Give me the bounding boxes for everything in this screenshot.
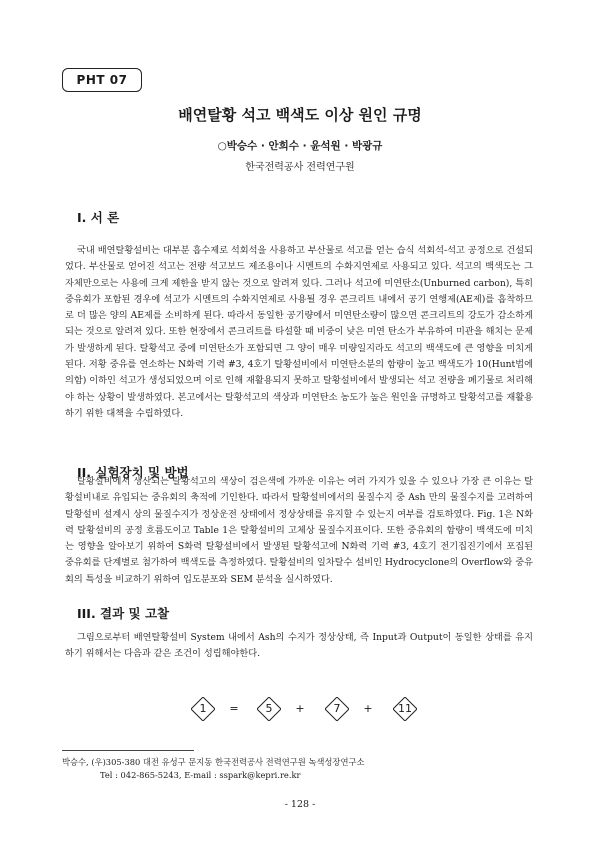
footnote-address: 박승수, (우)305-380 대전 유성구 문지동 한국전력공사 전력연구원 녹색성장연구소 [62, 757, 365, 767]
author-list: ○박승수 · 안희수 · 윤석원 · 박광규 [217, 140, 383, 152]
affiliation: 한국전력공사 전력연구원 [245, 162, 355, 173]
equation-operator: + [363, 702, 373, 715]
page-number: - 128 - [284, 799, 316, 810]
equation-operator: = [229, 702, 239, 715]
section-heading-results: III. 결과 및 고찰 [77, 606, 170, 621]
section-body-methods: 탈황설비에서 생산되는 탈황석고의 색상이 검은색에 가까운 이유는 여러 가지가 있을 수 있으나 가장 큰 이유는 탈황설비내로 유입되는 중유회의 축적에 기인한다. 따라서 탈황설비에서의 물질수지 중 Ash 만의 물질수지를 고려하여 탈황설비 설계시 상의 물질수지가 정상운전 상태에서 정상상태를 유지할 수 있는지 여부를 검토하였다. Fig. 1은 N화력 탈황설비의 공정 흐름도이고 Table 1은 탈황설비의 고체상 물질수지표이다. 또한 중유회의 함량이 백색도에 미치는 영향을 알아보기 위하여 S화력 탈황설비에서 발생된 탈황석고에 N화력 기력 #3, 4호기 전기집진기에서 포집된 중유회를 단계별로 첨가하여 백색도를 측정하였다. 탈황설비의 일차탈수 설비인 Hydrocyclone의 Overflow와 중유회의 특성을 비교하기 위하여 입도분포와 SEM 분석을 실시하였다. [65, 476, 533, 585]
equation-term: 5 [265, 702, 273, 715]
mass-balance-equation [185, 697, 425, 723]
paper-title: 배연탈황 석고 백색도 이상 원인 규명 [178, 106, 422, 124]
equation-term: 7 [333, 702, 341, 715]
section-body-results: 그림으로부터 배연탈황설비 System 내에서 Ash의 수지가 정상상태, 즉 Input과 Output이 동일한 상태를 유지하기 위해서는 다음과 같은 조건이 성립해야한다. [65, 632, 533, 660]
footnote-divider [62, 750, 194, 751]
equation-term: 11 [398, 702, 412, 715]
footnote-contact: Tel : 042-865-5243, E-mail : sspark@kepri.re.kr [100, 770, 301, 780]
paper-code-badge: PHT 07 [62, 68, 142, 92]
section-heading-methods: II. 실험장치 및 방법 [77, 465, 189, 480]
equation-term-diamond [393, 697, 417, 721]
equation-operator: + [295, 702, 305, 715]
equation-term-diamond [257, 697, 281, 721]
equation-term-diamond [191, 697, 215, 721]
section-heading-introduction: I. 서 론 [77, 210, 120, 225]
equation-term-diamond [325, 697, 349, 721]
section-body-introduction: 국내 배연탈황설비는 대부분 흡수제로 석회석을 사용하고 부산물로 석고를 얻는 습식 석회석-석고 공정으로 건설되었다. 부산물로 얻어진 석고는 전량 석고보드 제조용이나 시멘트의 수화지연제로 사용되고 있다. 석고의 백색도는 그 자체만으로는 사용에 크게 제한을 받지 않는 것으로 알려져 있다. 그러나 석고에 미연탄소(Unburned carbon), 특히 중유회가 포함된 경우에 석고가 시멘트의 수화지연제로 사용될 경우 콘크리트 내에서 공기 연행제(AE제)를 흡착하므로 더 많은 양의 AE제를 소비하게 된다. 따라서 동일한 공기량에서 미연탄소량이 많으면 콘크리트의 강도가 감소하게 되는 것으로 알려져 있다. 또한 현장에서 콘크리트를 타설할 때 비중이 낮은 미연 탄소가 부유하여 미관을 해치는 문제가 발생하게 된다. 탈황석고 중에 미연탄소가 포함되면 그 양이 매우 미량일지라도 석고의 백색도에 큰 영향을 미치게 된다. 저황 중유를 연소하는 N화력 기력 #3, 4호기 탈황설비에서 미연탄소분의 함량이 높고 백색도가 10(Hunt법에 의함) 이하인 석고가 생성되었으며 이로 인해 재활용되지 못하고 탈황설비에서 발생되는 석고 전량을 폐기물로 처리해야 하는 상황이 발생하였다. 본고에서는 탈황석고의 색상과 미연탄소 농도가 높은 원인을 규명하고 탈황석고를 재활용하기 위한 대책을 수립하였다. [65, 245, 533, 419]
equation-term: 1 [199, 702, 207, 715]
